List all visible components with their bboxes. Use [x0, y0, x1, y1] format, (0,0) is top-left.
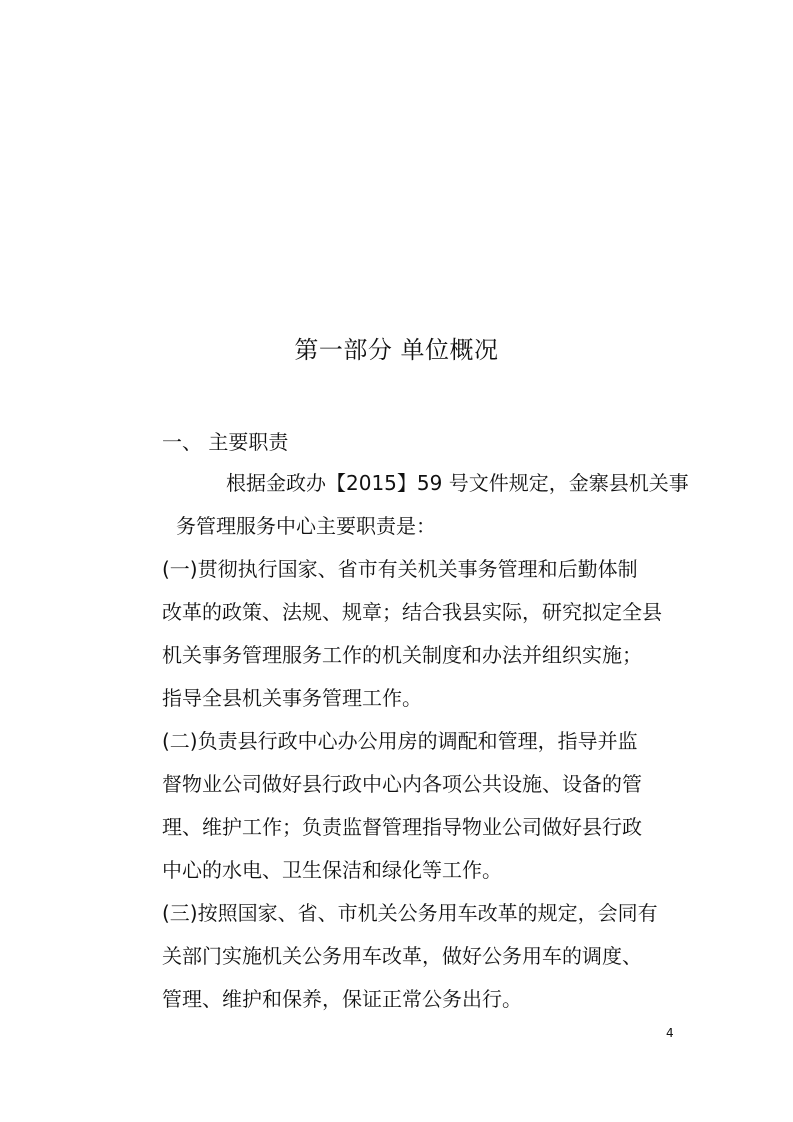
- paragraph-line: 中心的水电、卫生保洁和绿化等工作。: [162, 858, 502, 882]
- paragraph-line: 督物业公司做好县行政中心内各项公共设施、设备的管: [162, 772, 642, 796]
- paragraph-line: 管理、维护和保养，保证正常公务出行。: [162, 987, 522, 1011]
- paragraph-line: 机关事务管理服务工作的机关制度和办法并组织实施；: [162, 643, 642, 667]
- paragraph-line: (三)按照国家、省、市机关公务用车改革的规定，会同有: [162, 901, 658, 925]
- section-heading: 一、 主要职责: [162, 430, 289, 454]
- paragraph-line: 关部门实施机关公务用车改革，做好公务用车的调度、: [162, 944, 642, 968]
- paragraph-line: (二)负责县行政中心办公用房的调配和管理，指导并监: [162, 729, 638, 753]
- paragraph-line: 指导全县机关事务管理工作。: [162, 686, 422, 710]
- paragraph-line: 理、维护工作；负责监督管理指导物业公司做好县行政: [162, 815, 642, 839]
- page-number: 4: [666, 1026, 674, 1040]
- paragraph-line: 改革的政策、法规、规章；结合我县实际，研究拟定全县: [162, 600, 662, 624]
- paragraph-line: 根据金政办【2015】59 号文件规定，金寨县机关事: [226, 471, 689, 495]
- page-title: 第一部分 单位概况: [294, 336, 499, 364]
- paragraph-line: (一)贯彻执行国家、省市有关机关事务管理和后勤体制: [162, 557, 638, 581]
- paragraph-line: 务管理服务中心主要职责是：: [176, 514, 436, 538]
